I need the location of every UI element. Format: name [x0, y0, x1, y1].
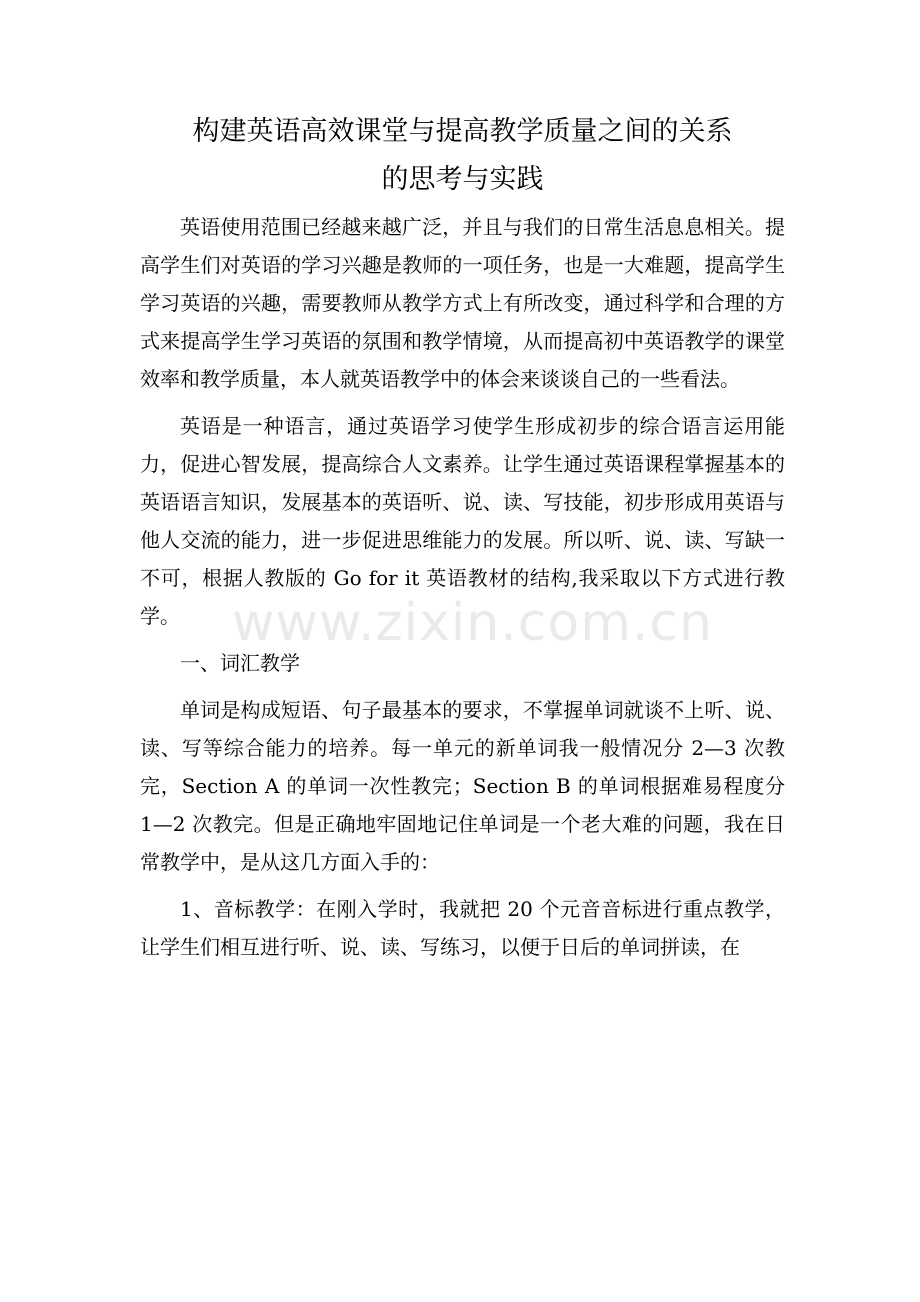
document-body: [140, 108, 785, 975]
paragraph-phonetics: 1、音标教学：在刚入学时，我就把 20 个元音音标进行重点教学，让学生们相互进行听、说、读、写练习，以便于日后的单词拼读，在: [140, 897, 785, 959]
paragraph-vocabulary: 单词是构成短语、句子最基本的要求，不掌握单词就谈不上听、说、读、写等综合能力的培养。每一单元的新单词我一般情况分 2—3 次教完，Section A 的单词一次性教完；Section B 的单词根据难易程度分 1—2 次教完。但是正确地牢固地记住单词是一个老大难的问题，我在日常教学中，是从这几方面入手的：: [140, 698, 785, 874]
document-title: [140, 108, 785, 204]
title-line-1: 构建英语高效课堂与提高教学质量之间的关系: [192, 116, 733, 147]
paragraph-intro: 英语使用范围已经越来越广泛，并且与我们的日常生活息息相关。提高学生们对英语的学习兴趣是教师的一项任务，也是一大难题，提高学生学习英语的兴趣，需要教师从教学方式上有所改变，通过科学和合理的方式来提高学生学习英语的氛围和教学情境，从而提高初中英语教学的课堂效率和教学质量，本人就英语教学中的体会来谈谈自己的一些看法。: [140, 215, 785, 391]
paragraph-language: 英语是一种语言，通过英语学习使学生形成初步的综合语言运用能力，促进心智发展，提高综合人文素养。让学生通过英语课程掌握基本的英语语言知识，发展基本的英语听、说、读、写技能，初步形成用英语与他人交流的能力，进一步促进思维能力的发展。所以听、说、读、写缺一不可，根据人教版的 Go for it 英语教材的结构,我采取以下方式进行教学。: [140, 414, 785, 628]
title-line-2: 的思考与实践: [381, 164, 544, 195]
watermark-text: www.zixin.com.cn: [232, 593, 713, 653]
section-heading-vocabulary: 一、词汇教学: [180, 651, 300, 675]
